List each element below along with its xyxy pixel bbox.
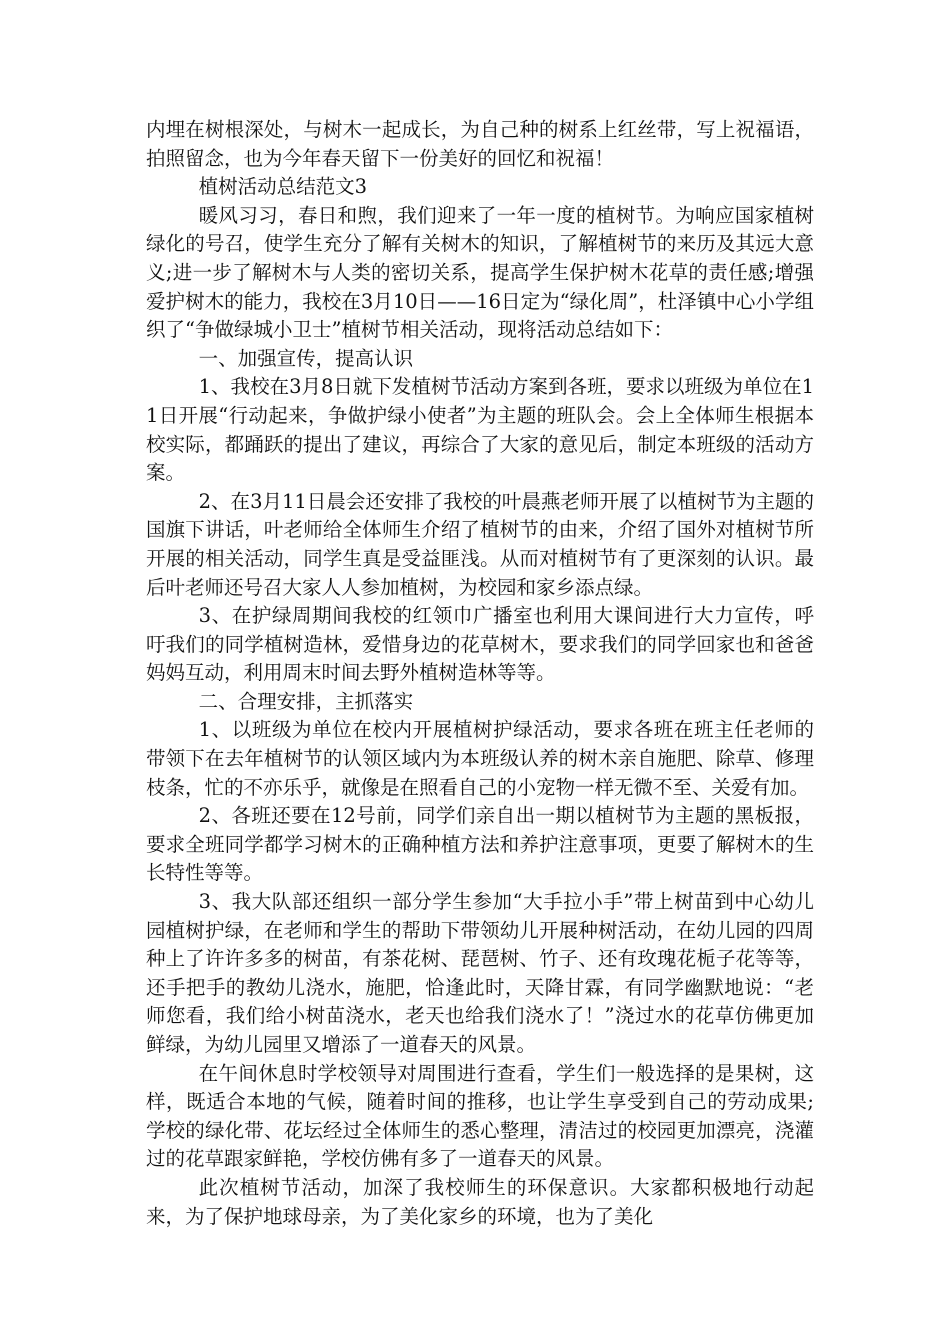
document-page [146, 116, 814, 1231]
paragraph-item-1: 1、我校在3月8日就下发植树节活动方案到各班，要求以班级为单位在11日开展“行动起来，争做护绿小使者”为主题的班队会。会上全体师生根据本校实际，都踊跃的提出了建议，再综合了大家的意见后，制定本班级的活动方案。 [146, 375, 814, 485]
section-heading-summary-3: 植树活动总结范文3 [198, 175, 368, 199]
paragraph-item-4: 1、以班级为单位在校内开展植树护绿活动，要求各班在班主任老师的带领下在去年植树节的认领区域内为本班级认养的树木亲自施肥、除草、修理枝条，忙的不亦乐乎，就像是在照看自己的小宠物一样无微不至、关爱有加。 [146, 718, 814, 799]
paragraph-continuation: 内埋在树根深处，与树木一起成长，为自己种的树系上红丝带，写上祝福语，拍照留念，也为今年春天留下一份美好的回忆和祝福！ [146, 118, 814, 170]
paragraph-item-5: 2、各班还要在12号前，同学们亲自出一期以植树节为主题的黑板报，要求全班同学都学习树木的正确种植方法和养护注意事项，更要了解树木的生长特性等等。 [146, 804, 814, 885]
paragraph-item-6: 3、我大队部还组织一部分学生参加“大手拉小手”带上树苗到中心幼儿园植树护绿，在老师和学生的帮助下带领幼儿开展种树活动，在幼儿园的四周种上了许许多多的树苗，有茶花树、琵琶树、竹子、还有玫瑰花栀子花等等，还手把手的教幼儿浇水，施肥，恰逢此时，天降甘霖，有同学幽默地说：“老师您看，我们给小树苗浇水，老天也给我们浇水了！”浇过水的花草仿佛更加鲜绿，为幼儿园里又增添了一道春天的风景。 [146, 890, 814, 1056]
paragraph-intro: 暖风习习，春日和煦，我们迎来了一年一度的植树节。为响应国家植树绿化的号召，使学生充分了解有关树木的知识，了解植树节的来历及其远大意义;进一步了解树木与人类的密切关系，提高学生保护树木花草的责任感;增强爱护树木的能力，我校在3月10日——16日定为“绿化周”，杜泽镇中心小学组织了“争做绿城小卫士”植树节相关活动，现将活动总结如下： [146, 203, 814, 342]
paragraph-conclusion: 此次植树节活动，加深了我校师生的环保意识。大家都积极地行动起来，为了保护地球母亲，为了美化家乡的环境，也为了美化 [146, 1175, 814, 1228]
paragraph-item-2: 2、在3月11日晨会还安排了我校的叶晨燕老师开展了以植树节为主题的国旗下讲话，叶老师给全体师生介绍了植树节的由来，介绍了国外对植树节所开展的相关活动，同学生真是受益匪浅。从而对植树节有了更深刻的认识。最后叶老师还号召大家人人参加植树，为校园和家乡添点绿。 [146, 489, 814, 599]
paragraph-inspection: 在午间休息时学校领导对周围进行查看，学生们一般选择的是果树，这样，既适合本地的气候，随着时间的推移，也让学生享受到自己的劳动成果;学校的绿化带、花坛经过全体师生的悉心整理，清洁过的校园更加漂亮，浇灌过的花草跟家鲜艳，学校仿佛有多了一道春天的风景。 [146, 1061, 814, 1171]
subheading-publicity: 一、加强宣传，提高认识 [198, 346, 414, 370]
paragraph-item-3: 3、在护绿周期间我校的红领巾广播室也利用大课间进行大力宣传，呼吁我们的同学植树造林，爱惜身边的花草树木，要求我们的同学回家也和爸爸妈妈互动，利用周末时间去野外植树造林等等。 [146, 604, 814, 685]
subheading-arrangement: 二、合理安排，主抓落实 [198, 689, 414, 713]
